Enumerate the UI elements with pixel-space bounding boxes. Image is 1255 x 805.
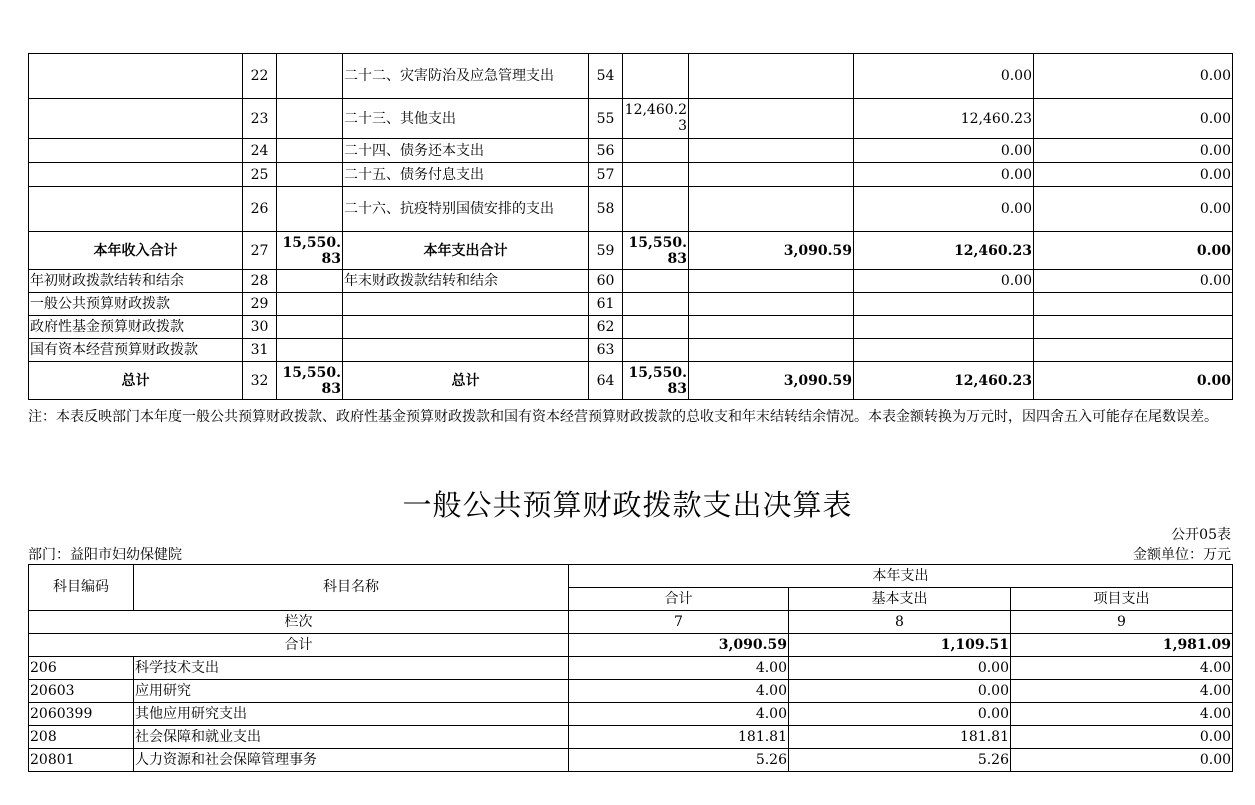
column-index-row	[29, 611, 1233, 634]
expense-soe-cell	[1034, 316, 1233, 339]
report-title: 一般公共预算财政拨款支出决算表	[402, 488, 853, 522]
table-row	[29, 703, 1233, 726]
income-row-number: 30	[243, 316, 277, 339]
expense-soe-cell: 0.00	[1034, 270, 1233, 293]
table-row	[29, 163, 1233, 187]
expense-total-cell: 12,460.23	[623, 99, 689, 139]
expense-soe-grand-total: 0.00	[1034, 362, 1233, 400]
subject-name: 应用研究	[134, 680, 569, 703]
income-value-cell	[277, 293, 343, 316]
amount-unit-label: 金额单位：万元	[1133, 547, 1231, 563]
expense-general-cell	[689, 339, 854, 362]
table-row	[29, 726, 1233, 749]
basic-value: 0.00	[789, 657, 1011, 680]
income-value-cell	[277, 54, 343, 99]
basic-value: 0.00	[789, 680, 1011, 703]
expense-general-cell	[689, 99, 854, 139]
expense-soe-cell: 0.00	[1034, 54, 1233, 99]
sum-basic: 1,109.51	[789, 634, 1011, 657]
income-value-cell	[277, 316, 343, 339]
project-value: 4.00	[1011, 680, 1233, 703]
income-value-cell	[277, 99, 343, 139]
income-row-number: 26	[243, 187, 277, 232]
income-grand-total-value: 15,550.83	[277, 362, 343, 400]
table-row	[29, 657, 1233, 680]
sum-project: 1,981.09	[1011, 634, 1233, 657]
income-row-number: 27	[243, 232, 277, 270]
sum-total: 3,090.59	[569, 634, 789, 657]
expense-total-cell	[623, 187, 689, 232]
expense-total-cell	[623, 54, 689, 99]
subject-code: 20603	[29, 680, 134, 703]
expense-total-label: 本年支出合计	[343, 232, 589, 270]
expense-row-number: 55	[589, 99, 623, 139]
expense-item-cell	[343, 316, 589, 339]
expense-general-cell	[689, 187, 854, 232]
column-index-project: 9	[1011, 611, 1233, 634]
expense-row-number: 60	[589, 270, 623, 293]
expense-item-cell: 二十四、债务还本支出	[343, 139, 589, 163]
expense-row-number: 56	[589, 139, 623, 163]
table-row	[29, 339, 1233, 362]
income-item-cell	[29, 187, 243, 232]
expense-fund-total: 12,460.23	[854, 232, 1034, 270]
column-index-basic: 8	[789, 611, 1011, 634]
header-row	[29, 565, 1233, 588]
project-value: 4.00	[1011, 703, 1233, 726]
table-row	[29, 139, 1233, 163]
general-budget-expense-table	[28, 564, 1233, 772]
expense-item-cell: 二十二、灾害防治及应急管理支出	[343, 54, 589, 99]
total-header: 合计	[569, 588, 789, 611]
income-item-cell: 政府性基金预算财政拨款	[29, 316, 243, 339]
expense-general-grand-total: 3,090.59	[689, 362, 854, 400]
subject-code: 20801	[29, 749, 134, 772]
expense-fund-cell	[854, 339, 1034, 362]
table-row	[29, 187, 1233, 232]
annual-total-row	[29, 232, 1233, 270]
expense-general-cell	[689, 270, 854, 293]
expense-fund-cell: 0.00	[854, 163, 1034, 187]
table-row	[29, 54, 1233, 99]
income-item-cell	[29, 54, 243, 99]
expense-general-cell	[689, 163, 854, 187]
total-value: 4.00	[569, 680, 789, 703]
table-row	[29, 293, 1233, 316]
expense-fund-cell: 0.00	[854, 270, 1034, 293]
grand-total-row	[29, 362, 1233, 400]
expense-fund-cell	[854, 316, 1034, 339]
expense-general-cell	[689, 316, 854, 339]
expense-soe-cell: 0.00	[1034, 139, 1233, 163]
income-row-number: 23	[243, 99, 277, 139]
basic-value: 181.81	[789, 726, 1011, 749]
subject-name: 人力资源和社会保障管理事务	[134, 749, 569, 772]
expense-general-cell	[689, 139, 854, 163]
total-value: 181.81	[569, 726, 789, 749]
income-row-number: 22	[243, 54, 277, 99]
income-item-cell	[29, 163, 243, 187]
expense-soe-cell	[1034, 293, 1233, 316]
sum-row	[29, 634, 1233, 657]
expense-item-cell: 二十六、抗疫特别国债安排的支出	[343, 187, 589, 232]
expense-item-cell: 二十三、其他支出	[343, 99, 589, 139]
expense-row-number: 58	[589, 187, 623, 232]
expense-total-cell	[623, 339, 689, 362]
table-row	[29, 99, 1233, 139]
subject-code-header: 科目编码	[29, 565, 134, 611]
expense-soe-cell: 0.00	[1034, 187, 1233, 232]
expense-total-cell	[623, 270, 689, 293]
income-item-cell: 国有资本经营预算财政拨款	[29, 339, 243, 362]
expense-general-cell	[689, 54, 854, 99]
table-row	[29, 270, 1233, 293]
expense-row-number: 57	[589, 163, 623, 187]
income-value-cell	[277, 270, 343, 293]
expense-total-cell	[623, 163, 689, 187]
table-footnote: 注：本表反映部门本年度一般公共预算财政拨款、政府性基金预算财政拨款和国有资本经营预算财政拨款的总收支和年末结转结余情况。本表金额转换为万元时，因四舍五入可能存在尾数误差。	[28, 409, 1218, 425]
fiscal-income-expense-table	[28, 53, 1233, 400]
income-value-cell	[277, 187, 343, 232]
income-row-number: 25	[243, 163, 277, 187]
table-row	[29, 316, 1233, 339]
expense-row-number: 61	[589, 293, 623, 316]
table-row	[29, 749, 1233, 772]
income-row-number: 29	[243, 293, 277, 316]
total-value: 5.26	[569, 749, 789, 772]
expense-total-value: 15,550.83	[623, 232, 689, 270]
income-grand-total-label: 总计	[29, 362, 243, 400]
project-value: 0.00	[1011, 749, 1233, 772]
expense-fund-cell	[854, 293, 1034, 316]
expense-row-number: 62	[589, 316, 623, 339]
basic-value: 5.26	[789, 749, 1011, 772]
income-item-cell	[29, 139, 243, 163]
expense-item-cell: 二十五、债务付息支出	[343, 163, 589, 187]
expense-total-cell	[623, 316, 689, 339]
department-label: 部门：益阳市妇幼保健院	[28, 547, 182, 563]
expense-item-cell	[343, 339, 589, 362]
income-row-number: 28	[243, 270, 277, 293]
expense-soe-cell: 0.00	[1034, 99, 1233, 139]
expense-general-total: 3,090.59	[689, 232, 854, 270]
subject-code: 2060399	[29, 703, 134, 726]
income-total-value: 15,550.83	[277, 232, 343, 270]
expense-fund-cell: 0.00	[854, 187, 1034, 232]
project-value: 4.00	[1011, 657, 1233, 680]
expense-soe-total: 0.00	[1034, 232, 1233, 270]
subject-name: 其他应用研究支出	[134, 703, 569, 726]
basic-value: 0.00	[789, 703, 1011, 726]
expense-row-number: 59	[589, 232, 623, 270]
income-value-cell	[277, 163, 343, 187]
income-value-cell	[277, 339, 343, 362]
expense-row-number: 54	[589, 54, 623, 99]
income-item-cell	[29, 99, 243, 139]
expense-item-cell	[343, 293, 589, 316]
year-expense-header: 本年支出	[569, 565, 1233, 588]
expense-row-number: 63	[589, 339, 623, 362]
income-total-label: 本年收入合计	[29, 232, 243, 270]
expense-soe-cell: 0.00	[1034, 163, 1233, 187]
expense-fund-grand-total: 12,460.23	[854, 362, 1034, 400]
income-item-cell: 一般公共预算财政拨款	[29, 293, 243, 316]
column-index-total: 7	[569, 611, 789, 634]
expense-fund-cell: 0.00	[854, 54, 1034, 99]
subject-code: 206	[29, 657, 134, 680]
expense-item-cell: 年末财政拨款结转和结余	[343, 270, 589, 293]
project-expense-header: 项目支出	[1011, 588, 1233, 611]
income-row-number: 32	[243, 362, 277, 400]
expense-total-cell	[623, 139, 689, 163]
total-value: 4.00	[569, 657, 789, 680]
expense-grand-total-value: 15,550.83	[623, 362, 689, 400]
total-value: 4.00	[569, 703, 789, 726]
expense-total-cell	[623, 293, 689, 316]
expense-general-cell	[689, 293, 854, 316]
table-row	[29, 680, 1233, 703]
income-item-cell: 年初财政拨款结转和结余	[29, 270, 243, 293]
income-row-number: 31	[243, 339, 277, 362]
subject-code: 208	[29, 726, 134, 749]
subject-name: 科学技术支出	[134, 657, 569, 680]
sum-label: 合计	[29, 634, 569, 657]
expense-grand-total-label: 总计	[343, 362, 589, 400]
expense-fund-cell: 0.00	[854, 139, 1034, 163]
expense-row-number: 64	[589, 362, 623, 400]
basic-expense-header: 基本支出	[789, 588, 1011, 611]
subject-name: 社会保障和就业支出	[134, 726, 569, 749]
income-value-cell	[277, 139, 343, 163]
expense-fund-cell: 12,460.23	[854, 99, 1034, 139]
subject-name-header: 科目名称	[134, 565, 569, 611]
column-index-label: 栏次	[29, 611, 569, 634]
form-number: 公开05表	[1171, 527, 1231, 543]
expense-soe-cell	[1034, 339, 1233, 362]
income-row-number: 24	[243, 139, 277, 163]
project-value: 0.00	[1011, 726, 1233, 749]
